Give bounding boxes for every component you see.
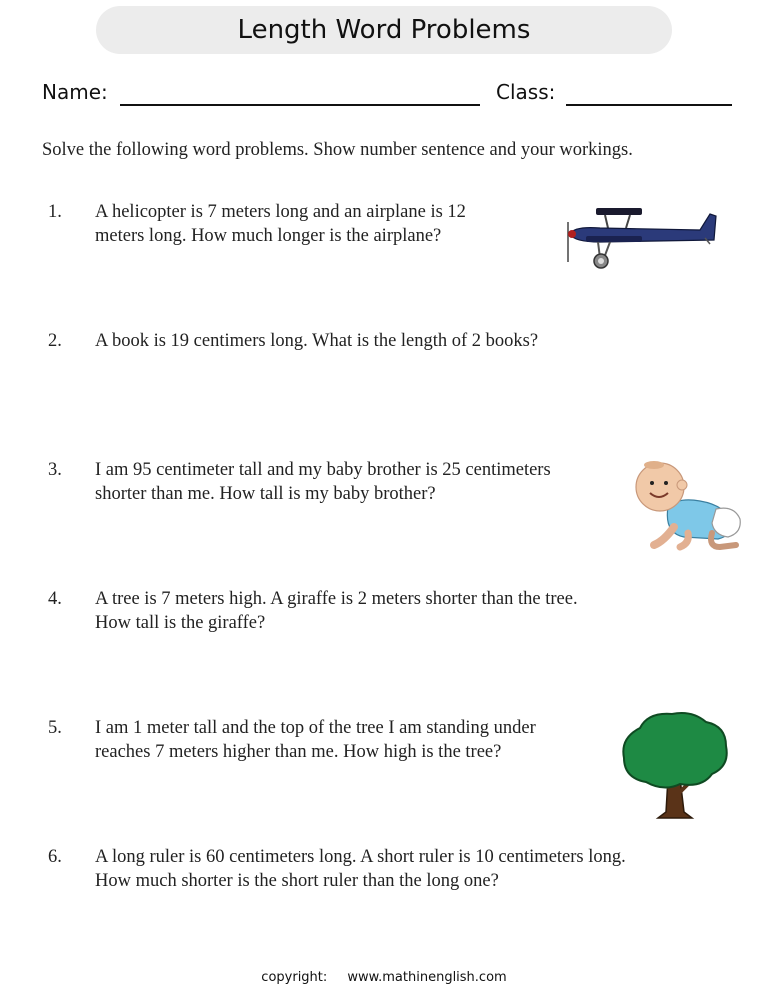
name-field-line[interactable] [120,104,480,106]
tree-icon [618,708,732,822]
problem-text: A book is 19 centimers long. What is the length of 2 books? [95,331,539,351]
problem-text: A helicopter is 7 meters long and an airplane is 12 meters long. How much longer is the airplane? [95,202,466,246]
page-title: Length Word Problems [96,6,672,54]
problem-number: 2. [48,331,62,351]
class-label: Class: [496,80,556,104]
problem-text: A long ruler is 60 centimeters long. A short ruler is 10 centimeters long. How much shorter is the short ruler than the long one? [95,847,626,891]
problem-text: I am 1 meter tall and the top of the tree I am standing under reaches 7 meters higher than me. How high is the tree? [95,718,536,762]
problem-text: A tree is 7 meters high. A giraffe is 2 meters shorter than the tree. How tall is the giraffe? [95,589,578,633]
instructions: Solve the following word problems. Show number sentence and your workings. [42,140,633,160]
problem-number: 1. [48,202,62,222]
problem-number: 5. [48,718,62,738]
problem-number: 4. [48,589,62,609]
airplane-icon [560,200,720,275]
website-link[interactable]: www.mathinenglish.com [347,970,507,985]
class-field-line[interactable] [566,104,732,106]
name-label: Name: [42,80,108,104]
footer [0,970,768,985]
baby-icon [628,455,744,553]
name-class-row [42,76,742,110]
copyright-label: copyright: [261,970,328,985]
problem-number: 6. [48,847,62,867]
problem-text: I am 95 centimeter tall and my baby brother is 25 centimeters shorter than me. How tall is my baby brother? [95,460,551,504]
problem-number: 3. [48,460,62,480]
